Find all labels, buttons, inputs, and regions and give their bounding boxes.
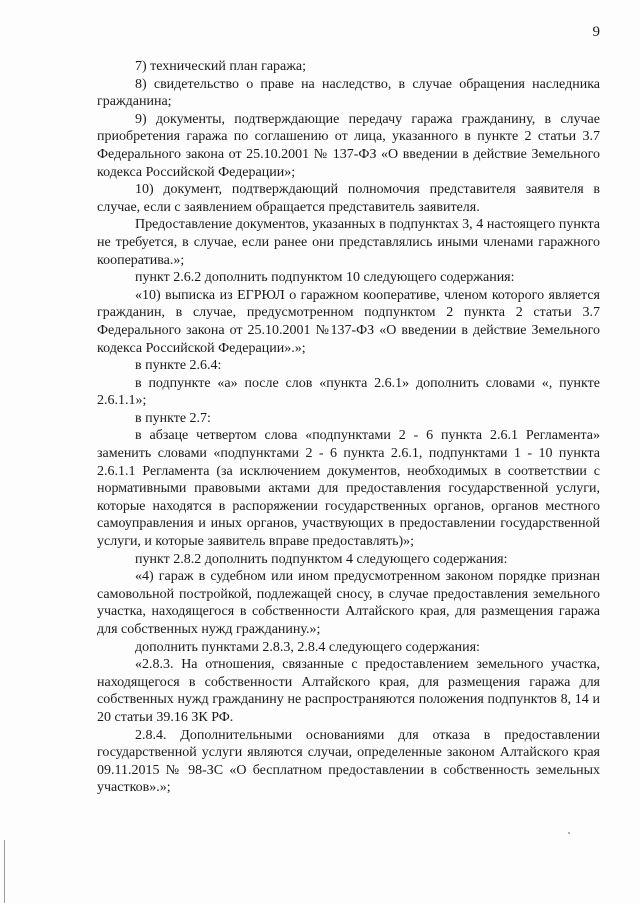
paragraph-amendment-2-7: в пункте 2.7:	[135, 410, 211, 426]
paragraph-item-8: 8) свидетельство о праве на наследство, в случае обращения наследника гражданина;	[97, 76, 600, 110]
paragraph-item-9: 9) документы, подтверждающие передачу гаража гражданину, в случае приобретения гаража по соглашению от лица, указанного в пункте 2 статьи 3.7 Федерального закона от 25.10.2001 № 137-ФЗ «О введении в действие Земельного кодекса Российской Федерации»;	[97, 111, 600, 180]
document-body	[97, 58, 600, 797]
paragraph-2-8-4: 2.8.4. Дополнительными основаниями для отказа в предоставлении государственной услуги являются случаи, определенные законом Алтайского края 09.11.2015 № 98-ЗС «О бесплатном предоставлении в собственность земельных участков».»;	[97, 727, 600, 796]
paragraph-amendment-2-8-3-4: дополнить пунктами 2.8.3, 2.8.4 следующего содержания:	[135, 639, 480, 655]
paragraph-note: Предоставление документов, указанных в подпунктах 3, 4 настоящего пункта не требуется, в случае, если ранее они представлялись иными членами гаражного кооператива.»;	[97, 217, 600, 268]
paragraph-egrul-extract: «10) выписка из ЕГРЮЛ о гаражном кооперативе, членом которого является гражданин, в случае, предусмотренном подпунктом 2 пункта 2 статьи 3.7 Федерального закона от 25.10.2001 №137-ФЗ «О введении в действие Земельного кодекса Российской Федерации».»;	[97, 287, 600, 356]
paragraph-fourth-abzac: в абзаце четвертом слова «подпунктами 2 - 6 пункта 2.6.1 Регламента» заменить словами «подпунктами 2 - 6 пункта 2.6.1, подпунктами 1 - 10 пункта 2.6.1.1 Регламента (за исключением документов, необходимых в соответствии с нормативными правовыми актами для предоставления государственной услуги, которые находятся в распоряжении государственных органов, органов местного самоуправления и иных органов, участвующих в предоставлении государственной услуги, и которые заявитель вправе предоставлять)»;	[97, 428, 600, 550]
paragraph-item-10: 10) документ, подтверждающий полномочия представителя заявителя в случае, если с заявлением обращается представитель заявителя.	[97, 182, 600, 215]
paragraph-2-8-3: «2.8.3. На отношения, связанные с предоставлением земельного участка, находящегося в собственности Алтайского края, для размещения гаража для собственных нужд гражданину не распространяются положения подпунктов 8, 14 и 20 статьи 39.16 ЗК РФ.	[97, 657, 600, 725]
paragraph-amendment-2-6-2: пункт 2.6.2 дополнить подпунктом 10 следующего содержания:	[135, 270, 515, 286]
scan-edge-mark	[4, 840, 5, 903]
paragraph-amendment-2-8-2: пункт 2.8.2 дополнить подпунктом 4 следующего содержания:	[135, 551, 508, 567]
scan-speck	[568, 832, 570, 834]
paragraph-garage-illegal: «4) гараж в судебном или ином предусмотренном законом порядке признан самовольной постройкой, подлежащей сносу, в случае предоставления земельного участка, находящегося в собственности Алтайского края, для размещения гаража для собственных нужд гражданину.»;	[97, 569, 600, 637]
paragraph-item-7: 7) технический план гаража;	[135, 59, 307, 74]
paragraph-amendment-2-6-4: в пункте 2.6.4:	[135, 358, 222, 374]
paragraph-subpoint-a: в подпункте «а» после слов «пункта 2.6.1» дополнить словами «, пункте 2.6.1.1»;	[97, 375, 600, 409]
page-number: 9	[592, 24, 600, 40]
